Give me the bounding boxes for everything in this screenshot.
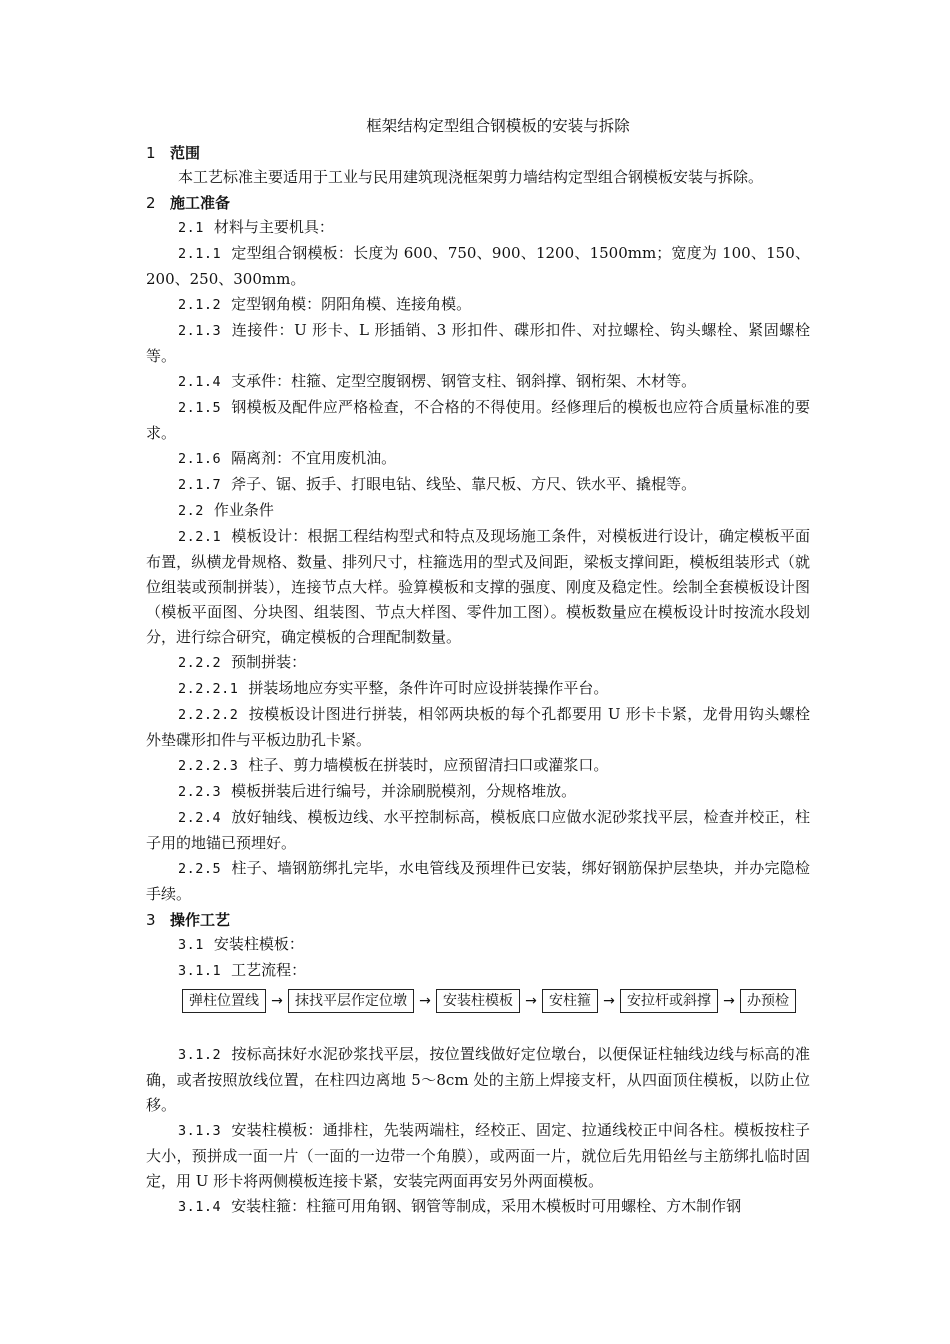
clause-number: 2.2.2	[178, 655, 222, 671]
clause-text: 安装柱箍：柱箍可用角钢、钢管等制成，采用木模板时可用螺栓、方木制作钢	[231, 1197, 742, 1215]
clause-number: 2.2.2.3	[178, 758, 239, 774]
clause-paragraph	[146, 1118, 810, 1194]
clause-paragraph	[146, 395, 810, 446]
process-flowchart	[182, 986, 810, 1016]
section-title: 操作工艺	[170, 911, 231, 929]
section-2-heading	[146, 191, 810, 215]
clause-text: 安装柱模板：	[213, 935, 304, 953]
clause-text: 柱子、墙钢筋绑扎完毕，水电管线及预埋件已安装，绑好钢筋保护层垫块，并办完隐检手续。	[146, 859, 810, 903]
clause-number: 2.1.1	[178, 246, 222, 262]
clause-paragraph	[146, 241, 810, 292]
clause-text: 模板拼装后进行编号，并涂刷脱模剂，分规格堆放。	[231, 782, 577, 800]
clause-number: 2.2.1	[178, 529, 222, 545]
clause-text: 安装柱模板：通排柱，先装两端柱，经校正、固定、拉通线校正中间各柱。模板按柱子大小，预拼成一面一片（一面的一边带一个角膜），或两面一片，就位后先用铅丝与主筋绑扎临时固定，用 U 形卡将两侧模板连接卡紧，安装完两面再安另外两面模板。	[146, 1121, 810, 1190]
clause-number: 2.2.2.1	[178, 681, 239, 697]
flow-step-box: 办预检	[740, 989, 796, 1013]
flow-arrow-icon: →	[603, 993, 615, 1009]
section-1-heading	[146, 141, 810, 165]
section-3-items-continued	[146, 1042, 810, 1220]
clause-paragraph	[146, 472, 810, 498]
clause-text: 模板设计：根据工程结构型式和特点及现场施工条件，对模板进行设计，确定模板平面布置，纵横龙骨规格、数量、排列尺寸，柱箍选用的型式及间距，梁板支撑间距，模板组装形式（就位组装或预制拼装），连接节点大样。验算模板和支撑的强度、刚度及稳定性。绘制全套模板设计图（模板平面图、分块图、组装图、节点大样图、零件加工图）。模板数量应在模板设计时按流水段划分，进行综合研究，确定模板的合理配制数量。	[146, 527, 810, 646]
section-number: 2	[146, 194, 156, 212]
clause-text: 隔离剂：不宜用废机油。	[231, 449, 397, 467]
clause-text: 材料与主要机具：	[213, 218, 334, 236]
flow-step-box: 安柱箍	[542, 989, 598, 1013]
flow-step-box: 弹柱位置线	[182, 989, 266, 1013]
clause-paragraph	[146, 1194, 810, 1220]
clause-text: 柱子、剪力墙模板在拼装时，应预留清扫口或灌浆口。	[248, 756, 609, 774]
clause-paragraph	[146, 779, 810, 805]
clause-text: 定型钢角模：阴阳角模、连接角模。	[231, 295, 472, 313]
clause-paragraph	[146, 369, 810, 395]
clause-paragraph	[146, 676, 810, 702]
clause-paragraph	[146, 650, 810, 676]
clause-number: 2.1.6	[178, 451, 222, 467]
clause-number: 2.2.2.2	[178, 707, 239, 723]
clause-text: 按模板设计图进行拼装，相邻两块板的每个孔都要用 U 形卡卡紧，龙骨用钩头螺栓外垫碟形扣件与平板边肋孔卡紧。	[146, 705, 810, 749]
clause-number: 3.1.1	[178, 963, 222, 979]
clause-paragraph	[146, 932, 810, 958]
flow-step-box: 安装柱模板	[436, 989, 520, 1013]
clause-paragraph	[146, 524, 810, 650]
clause-number: 2.2.5	[178, 861, 222, 877]
clause-number: 2.1.5	[178, 400, 222, 416]
clause-paragraph	[146, 805, 810, 856]
clause-text: 按标高抹好水泥砂浆找平层，按位置线做好定位墩台，以便保证柱轴线边线与标高的准确，或者按照放线位置，在柱四边离地 5～8cm 处的主筋上焊接支杆，从四面顶住模板，以防止位移。	[146, 1045, 810, 1114]
section-1-paragraph: 本工艺标准主要适用于工业与民用建筑现浇框架剪力墙结构定型组合钢模板安装与拆除。	[178, 168, 764, 186]
clause-number: 2.1.2	[178, 297, 222, 313]
clause-text: 钢模板及配件应严格检查，不合格的不得使用。经修理后的模板也应符合质量标准的要求。	[146, 398, 810, 442]
clause-text: 拼装场地应夯实平整，条件许可时应设拼装操作平台。	[248, 679, 609, 697]
section-title: 施工准备	[170, 194, 231, 212]
clause-number: 2.1	[178, 220, 204, 236]
clause-paragraph	[146, 292, 810, 318]
clause-text: 预制拼装：	[231, 653, 307, 671]
flow-arrow-icon: →	[419, 993, 431, 1009]
section-3-heading	[146, 908, 810, 932]
clause-paragraph	[146, 215, 810, 241]
section-2-items	[146, 215, 810, 907]
document-title: 框架结构定型组合钢模板的安装与拆除	[366, 117, 630, 135]
clause-paragraph	[146, 1042, 810, 1118]
clause-number: 2.2.3	[178, 784, 222, 800]
clause-paragraph	[146, 958, 810, 984]
clause-text: 放好轴线、模板边线、水平控制标高，模板底口应做水泥砂浆找平层，检查并校正，柱子用的地锚已预埋好。	[146, 808, 810, 852]
clause-number: 3.1.4	[178, 1199, 222, 1215]
clause-number: 2.1.4	[178, 374, 222, 390]
clause-text: 作业条件	[213, 501, 274, 519]
clause-number: 2.1.7	[178, 477, 222, 493]
document-body	[146, 112, 810, 1220]
flow-arrow-icon: →	[525, 993, 537, 1009]
clause-paragraph	[146, 753, 810, 779]
clause-text: 斧子、锯、扳手、打眼电钻、线坠、靠尺板、方尺、铁水平、撬棍等。	[231, 475, 697, 493]
section-number: 1	[146, 144, 156, 162]
flow-arrow-icon: →	[723, 993, 735, 1009]
clause-paragraph	[146, 702, 810, 753]
section-title: 范围	[170, 144, 201, 162]
clause-number: 2.1.3	[178, 323, 222, 339]
section-3-items	[146, 932, 810, 984]
flow-step-box: 抹找平层作定位墩	[288, 989, 414, 1013]
clause-text: 支承件：柱箍、定型空腹钢楞、钢管支柱、钢斜撑、钢桁架、木材等。	[231, 372, 697, 390]
flow-step-box: 安拉杆或斜撑	[620, 989, 718, 1013]
clause-number: 3.1.2	[178, 1047, 222, 1063]
clause-paragraph	[146, 856, 810, 907]
clause-number: 3.1	[178, 937, 204, 953]
clause-text: 工艺流程：	[231, 961, 307, 979]
clause-number: 2.2	[178, 503, 204, 519]
clause-text: 定型组合钢模板：长度为 600、750、900、1200、1500mm；宽度为 100、150、200、250、300mm。	[146, 244, 810, 288]
clause-number: 2.2.4	[178, 810, 222, 826]
flow-arrow-icon: →	[271, 993, 283, 1009]
section-number: 3	[146, 911, 156, 929]
clause-text: 连接件：U 形卡、L 形插销、3 形扣件、碟形扣件、对拉螺栓、钩头螺栓、紧固螺栓等。	[146, 321, 810, 365]
clause-paragraph	[146, 498, 810, 524]
clause-number: 3.1.3	[178, 1123, 222, 1139]
clause-paragraph	[146, 318, 810, 369]
clause-paragraph	[146, 446, 810, 472]
